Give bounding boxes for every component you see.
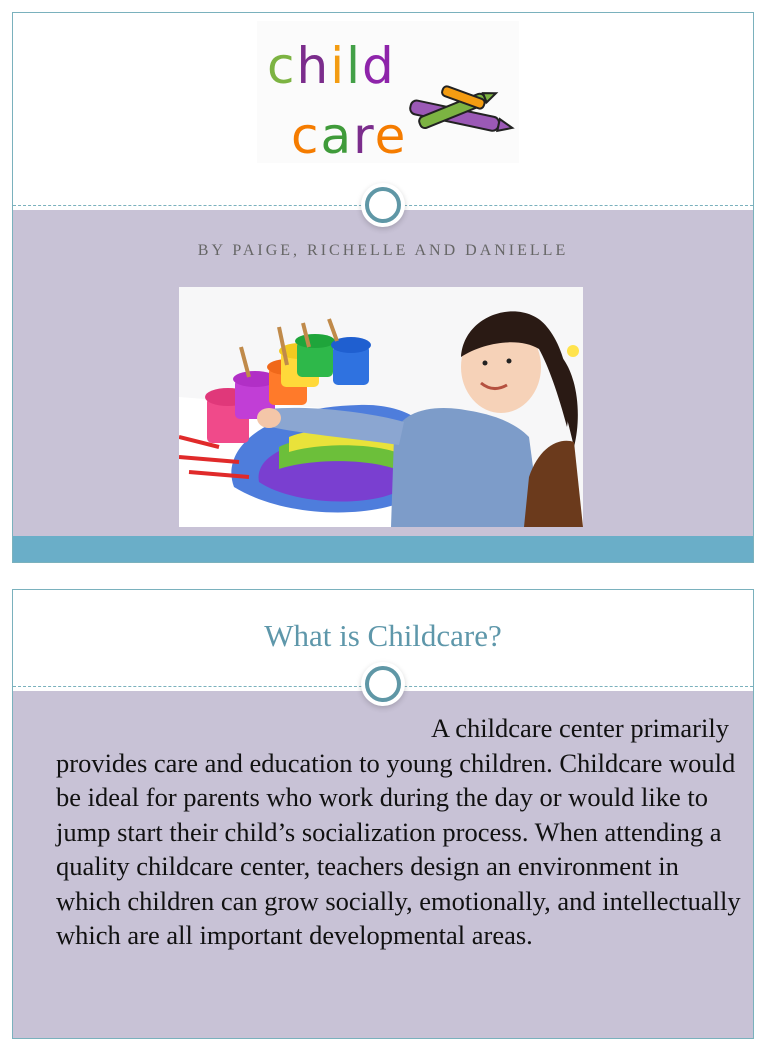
bottom-accent-band: [13, 536, 753, 562]
child-painting-photo: [179, 287, 583, 527]
divider-circle: [365, 187, 401, 223]
logo-letter: r: [353, 107, 375, 165]
logo-letter: a: [320, 107, 354, 165]
divider-circle: [365, 666, 401, 702]
slide-title: What is Childcare?: [264, 618, 502, 653]
logo-letter: d: [362, 37, 396, 95]
body-paragraph: A childcare center primarily provides care and education to young children. Childcare would be ideal for parents who work during the day or would like to jump start their child’s socialization process. When attending a quality childcare center, teachers design an environment in which children can grow socially, emotionally, and intellectually which are all important developmental areas.: [56, 713, 741, 950]
logo-letter: i: [330, 37, 347, 95]
logo-letter: c: [291, 107, 321, 165]
author-byline: BY PAIGE, RICHELLE AND DANIELLE: [197, 242, 569, 259]
logo-letter: e: [374, 107, 408, 165]
logo-letter: c: [267, 37, 297, 95]
title-slide: [12, 12, 754, 563]
logo-word-care: [291, 107, 408, 165]
logo-word-child: [267, 37, 396, 95]
crayons-icon: [397, 79, 517, 139]
content-slide: [12, 589, 754, 1039]
logo-letter: h: [296, 37, 331, 95]
logo-letter: l: [346, 37, 363, 95]
child-care-logo: [257, 21, 519, 163]
